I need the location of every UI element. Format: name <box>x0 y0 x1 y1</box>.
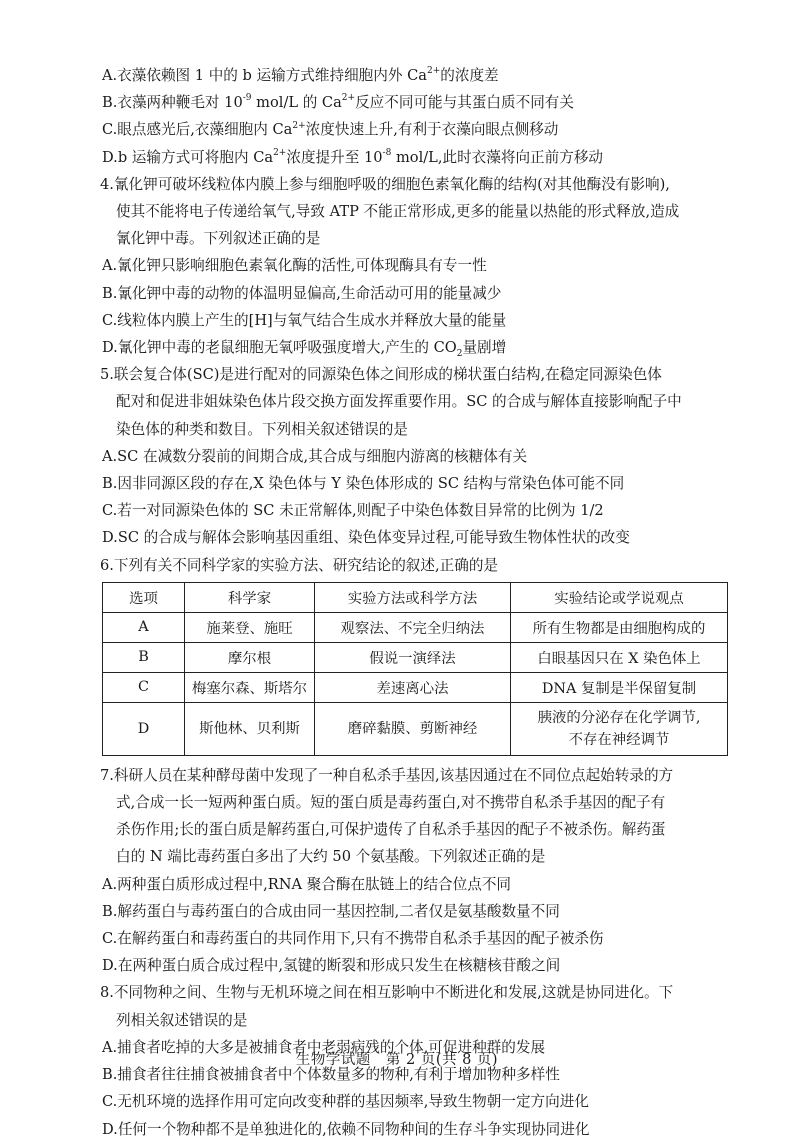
question-7 <box>100 762 730 980</box>
table-cell: 磨碎黏膜、剪断神经 <box>315 702 511 755</box>
q3-option-b: B.衣藻两种鞭毛对 $10^{-9}$ mol/L 的 $Ca^{2+}$反应不同可能与其蛋白质不同有关 <box>102 93 574 112</box>
table-cell <box>511 702 728 755</box>
q3-option-a: A.衣藻依赖图 1 中的 b 运输方式维持细胞内外 $Ca^{2+}$的浓度差 <box>102 66 499 84</box>
question-5 <box>100 361 730 551</box>
q4-option-d: D.氰化钾中毒的老鼠细胞无氧呼吸强度增大,产生的 $CO_2$量剧增 <box>102 339 507 359</box>
q8-option-b: B.捕食者往往捕食被捕食者中个体数量多的物种,有利于增加物种多样性 <box>102 1066 560 1084</box>
q4-option-c: C.线粒体内膜上产生的[H]与氧气结合生成水并释放大量的能量 <box>102 311 507 329</box>
table-cell: 摩尔根 <box>185 642 315 672</box>
q8-stem-line: 列相关叙述错误的是 <box>116 1011 248 1029</box>
q5-stem-line: 染色体的种类和数目。下列相关叙述错误的是 <box>116 420 408 438</box>
q4-stem-line: 4.氰化钾可破坏线粒体内膜上参与细胞呼吸的细胞色素氧化酶的结构(对其他酶没有影响), <box>100 175 670 193</box>
q4-option-a: A.氰化钾只影响细胞色素氧化酶的活性,可体现酶具有专一性 <box>102 257 487 275</box>
page-footer: 生物学试题 第 2 页(共 8 页) <box>295 1052 499 1068</box>
table-cell-line: 胰液的分泌存在化学调节, <box>537 709 701 726</box>
q7-option-d: D.在两种蛋白质合成过程中,氢键的断裂和形成只发生在核糖核苷酸之间 <box>102 957 561 975</box>
q5-option-d: D.SC 的合成与解体会影响基因重组、染色体变异过程,可能导致生物体性状的改变 <box>102 529 630 547</box>
table-header-row <box>103 582 728 612</box>
q7-option-b: B.解药蛋白与毒药蛋白的合成由同一基因控制,二者仅是氨基酸数量不同 <box>102 902 560 920</box>
table-row <box>103 612 728 642</box>
q7-stem-line: 白的 N 端比毒药蛋白多出了大约 50 个氨基酸。下列叙述正确的是 <box>116 848 546 866</box>
table-cell: 白眼基因只在 X 染色体上 <box>511 642 728 672</box>
question-6 <box>100 552 730 756</box>
q6-table <box>102 582 728 756</box>
q8-stem-line: 8.不同物种之间、生物与无机环境之间在相互影响中不断进化和发展,这就是协同进化。下 <box>100 984 674 1002</box>
table-cell: 假说一演绎法 <box>315 642 511 672</box>
q5-stem-line: 配对和促进非姐妹染色体片段交换方面发挥重要作用。SC 的合成与解体直接影响配子中 <box>116 393 682 411</box>
q3-option-d: D.b 运输方式可将胞内 $Ca^{2+}$浓度提升至 $10^{-8}$ mol/L,此时衣藻将向正前方移动 <box>102 147 604 166</box>
table-cell: B <box>103 642 185 672</box>
table-cell: 差速离心法 <box>315 672 511 702</box>
table-cell: D <box>103 702 185 755</box>
table-row <box>103 642 728 672</box>
q7-stem-line: 7.科研人员在某种酵母菌中发现了一种自私杀手基因,该基因通过在不同位点起始转录的方 <box>100 766 674 784</box>
q7-option-c: C.在解药蛋白和毒药蛋白的共同作用下,只有不携带自私杀手基因的配子被杀伤 <box>102 930 604 948</box>
q4-stem-line: 氰化钾中毒。下列叙述正确的是 <box>116 230 321 248</box>
q5-stem-line: 5.联会复合体(SC)是进行配对的同源染色体之间形成的梯状蛋白结构,在稳定同源染色体 <box>100 366 662 384</box>
table-cell: 斯他林、贝利斯 <box>185 702 315 755</box>
table-header-cell: 科学家 <box>185 582 315 612</box>
table-cell: DNA 复制是半保留复制 <box>511 672 728 702</box>
q6-stem: 6.下列有关不同科学家的实验方法、研究结论的叙述,正确的是 <box>100 556 499 574</box>
table-cell: C <box>103 672 185 702</box>
table-cell: 梅塞尔森、斯塔尔 <box>185 672 315 702</box>
table-row <box>103 672 728 702</box>
q7-stem-line: 式,合成一长一短两种蛋白质。短的蛋白质是毒药蛋白,对不携带自私杀手基因的配子有 <box>116 794 666 812</box>
q7-option-a: A.两种蛋白质形成过程中,RNA 聚合酶在肽链上的结合位点不同 <box>102 875 512 893</box>
q8-option-a: A.捕食者吃掉的大多是被捕食者中老弱病残的个体,可促进种群的发展 <box>102 1038 546 1056</box>
q5-option-a: A.SC 在减数分裂前的间期合成,其合成与细胞内游离的核糖体有关 <box>102 447 528 465</box>
q8-option-c: C.无机环境的选择作用可定向改变种群的基因频率,导致生物朝一定方向进化 <box>102 1093 589 1111</box>
table-row <box>103 702 728 755</box>
table-header-cell: 选项 <box>103 582 185 612</box>
q3-option-c: C.眼点感光后,衣藻细胞内 $Ca^{2+}$浓度快速上升,有利于衣藻向眼点侧移动 <box>102 120 559 139</box>
table-cell: 所有生物都是由细胞构成的 <box>511 612 728 642</box>
table-cell: A <box>103 612 185 642</box>
q4-stem-line: 使其不能将电子传递给氧气,导致 ATP 不能正常形成,更多的能量以热能的形式释放,造成 <box>116 203 680 221</box>
table-header-cell: 实验结论或学说观点 <box>511 582 728 612</box>
page-content <box>100 62 730 1143</box>
q7-stem-line: 杀伤作用;长的蛋白质是解药蛋白,可保护遗传了自私杀手基因的配子不被杀伤。解药蛋 <box>116 821 666 839</box>
q5-option-c: C.若一对同源染色体的 SC 未正常解体,则配子中染色体数目异常的比例为 1/2 <box>102 502 604 520</box>
table-cell: 观察法、不完全归纳法 <box>315 612 511 642</box>
table-cell-line: 不存在神经调节 <box>568 731 670 748</box>
table-header-cell: 实验方法或科学方法 <box>315 582 511 612</box>
question-4 <box>100 171 730 361</box>
q4-option-b: B.氰化钾中毒的动物的体温明显偏高,生命活动可用的能量减少 <box>102 284 502 302</box>
table-cell: 施莱登、施旺 <box>185 612 315 642</box>
q5-option-b: B.因非同源区段的存在,X 染色体与 Y 染色体形成的 SC 结构与常染色体可能不同 <box>102 475 625 493</box>
q8-option-d: D.任何一个物种都不是单独进化的,依赖不同物种间的生存斗争实现协同进化 <box>102 1120 590 1138</box>
